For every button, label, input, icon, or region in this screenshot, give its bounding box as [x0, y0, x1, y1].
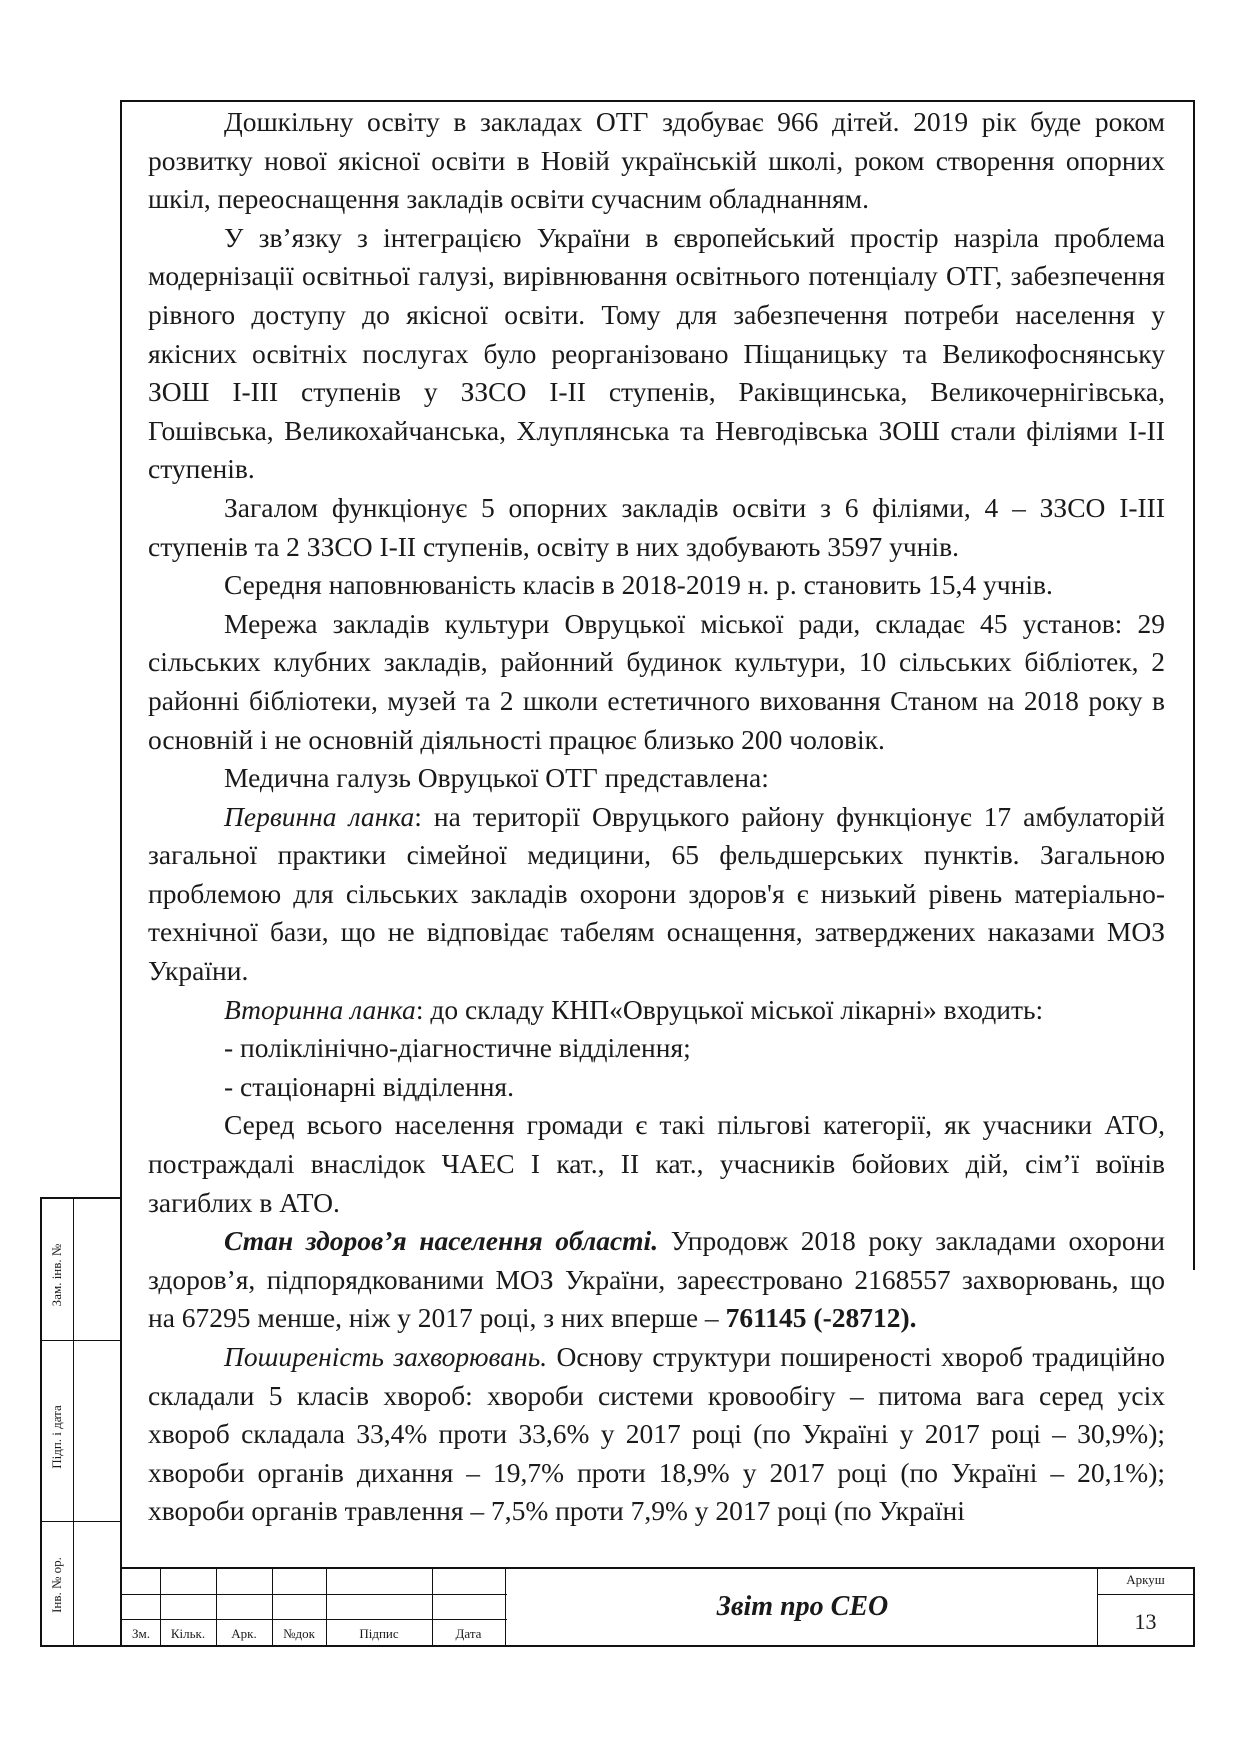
secondary-care-label: Вторинна ланка [224, 993, 416, 1025]
side-label-original-inv: Інв. № ор. [49, 1557, 64, 1613]
prevalence-label: Поширеність захворювань. [224, 1341, 548, 1372]
paragraph-primary-care [148, 798, 1165, 991]
col-label-pidpys: Підпис [359, 1626, 399, 1641]
paragraph-preschool: Дошкільну освіту в закладах ОТГ здобуває 966 дітей. 2019 рік буде роком розвитку нової якісної освіти в Новій українській школі, роком створення опорних шкіл, переоснащення закладів освіти сучасним обладнанням. [148, 106, 1165, 215]
side-stamp-row-line [42, 1521, 120, 1522]
health-status-figure: 761145 (-28712). [725, 1302, 917, 1334]
document-body [148, 103, 1165, 1531]
primary-care-label: Первинна ланка [224, 800, 415, 832]
side-stamp [40, 1197, 122, 1647]
title-block [120, 1567, 1195, 1647]
paragraph-culture: Мережа закладів культури Овруцької міської ради, складає 45 установ: 29 сільських клубних закладів, районний будинок культури, 10 сільських бібліотек, 2 районні бібліотеки, музей та 2 школи естетичного виховання Станом на 2018 року в основній і не основній діяльності працює близько 200 чоловік. [148, 607, 1165, 755]
col-label-data: Дата [455, 1626, 482, 1641]
paragraph-secondary-care [148, 991, 1165, 1030]
paragraph-beneficiaries: Серед всього населення громади є такі пільгові категорії, як учасники АТО, постраждалі внаслідок ЧАЕС І кат., ІІ кат., учасників бойових дій, сім’ї воїнів загиблих в АТО. [148, 1109, 1165, 1218]
grid-line [122, 1594, 507, 1595]
sheet-number: 13 [1134, 1609, 1157, 1634]
sheet-label: Аркуш [1126, 1572, 1165, 1587]
side-label-replacement-inv: Зам. інв. № [49, 1243, 64, 1307]
col-label-zm: Зм. [132, 1626, 150, 1641]
health-status-label: Стан здоров’я населення області. [224, 1225, 659, 1257]
paragraph-integration: У зв’язку з інтеграцією України в європейський простір назріла проблема модернізації освітньої галузі, вирівнювання освітнього потенціалу ОТГ, забезпечення рівного доступу до якісної освіти. Тому для забезпечення потреби населення у якісних освітніх послугах було реорганізовано Піщаницьку та Великофоснянську ЗОШ І-ІІІ ступенів у ЗЗСО І-ІІ ступенів, Раківщинська, Великочернігівська, Гошівська, Великохайчанська, Хлуплянська та Невгодівська ЗОШ стали філіями І-ІІ ступенів. [148, 221, 1165, 485]
secondary-care-text: : до складу КНП«Овруцької міської лікарні» входить: [415, 993, 1044, 1025]
title-block-revisions-grid [122, 1569, 507, 1645]
prevalence-text: Основу структури поширеності хвороб традиційно складали 5 класів хвороб: хвороби системи кровообігу – питома вага серед усіх хвороб складала 33,4% проти 33,6% у 2017 році (по Україні у 2017 році – 30,9%); хвороби органів дихання – 19,7% проти 18,9% у 2017 році (по Україні – 20,1%); хвороби органів травлення – 7,5% проти 7,9% у 2017 році (по Україні [148, 1341, 1165, 1527]
paragraph-disease-prevalence [148, 1338, 1165, 1531]
list-item-inpatient: - стаціонарні відділення. [224, 1070, 514, 1102]
list-item-polyclinic: - поліклінічно-діагностичне відділення; [224, 1032, 691, 1064]
paragraph-class-size: Середня наповнюваність класів в 2018-2019 н. р. становить 15,4 учнів. [224, 569, 1053, 601]
paragraph-health-status [148, 1222, 1165, 1338]
col-label-ark: Арк. [231, 1626, 257, 1641]
document-title: Звіт про СЕО [716, 1591, 889, 1622]
health-status-text: Упродовж 2018 року закладами охорони здоров’я, підпорядкованими МОЗ України, зареєстровано 2168557 захворювань, що на 67295 менше, ніж у 2017 році, з них вперше – [148, 1225, 1166, 1334]
side-label-sign-date: Підп. і дата [49, 1405, 64, 1469]
paragraph-schools-total: Загалом функціонує 5 опорних закладів освіти з 6 філіями, 4 – ЗЗСО І-ІІІ ступенів та 2 ЗЗСО І-ІІ ступенів, освіту в них здобувають 3597 учнів. [148, 491, 1165, 562]
grid-line [122, 1619, 507, 1620]
side-stamp-divider [73, 1199, 74, 1645]
primary-care-text: : на території Овруцького району функціонує 17 амбулаторій загальної практики сімейної медицини, 65 фельдшерських пунктів. Загальною проблемою для сільських закладів охорони здоров'я є низький рівень матеріально-технічної бази, що не відповідає табелям оснащення, затверджених наказами МОЗ України. [148, 800, 1166, 987]
col-label-ndok: №док [283, 1626, 315, 1641]
grid-line [505, 1569, 506, 1645]
sheet-divider [1098, 1594, 1193, 1595]
paragraph-medical-intro: Медична галузь Овруцької ОТГ представлена: [224, 762, 769, 794]
side-stamp-row-line [42, 1340, 120, 1341]
col-label-kilk: Кільк. [170, 1626, 206, 1641]
